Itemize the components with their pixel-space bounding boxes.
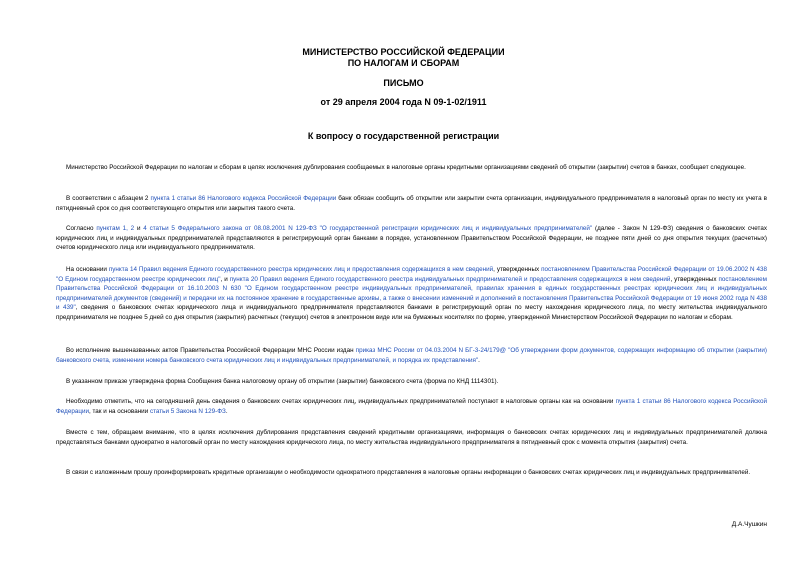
ministry-line-2: ПО НАЛОГАМ И СБОРАМ [347, 58, 460, 68]
paragraph-4: На основании пункта 14 Правил ведения Единого государственного реестра юридических лиц и предоставления содержащихся в нем сведений, утвержденных постановлением Правительства Российской Федерации от 19.06.2002 N 438 "О Едином государственном реестре юридических лиц", и пункта 20 Правил ведения Единого государственного реестра индивидуальных предпринимателей и предоставления содержащихся в нем сведений, утвержденных постановлением Правительства Российской Федерации от 16.10.2003 N 630 "О Едином государственном реестре индивидуальных предпринимателей, правилах хранения в единых государственных реестрах юридических лиц и индивидуальных предпринимателей документов (сведений) и передачи их на постоянное хранение в государственные архивы, а также о внесении изменений и дополнений в постановления Правительства Российской Федерации от 19 июня 2002 года N 438 и 439", сведения о банковских счетах юридического лица и индивидуального предпринимателя представляются банками в регистрирующий орган по месту нахождения юридического лица, по месту жительства индивидуального предпринимателя не позднее 5 дней со дня открытия (закрытия) расчетных (текущих) счетов в электронном виде или на бумажных носителях по форме, утвержденной Министерством Российской Федерации по налогам и сборам. [56, 266, 768, 321]
link-rules-egrul[interactable]: пункта 14 Правил ведения Единого государственного реестра юридических лиц и предоставления содержащихся в нем сведений [108, 266, 494, 273]
paragraph-7: Необходимо отметить, что на сегодняшний день сведения о банковских счетах юридических лиц, индивидуальных предпринимателей поступают в налоговые органы как на основании пункта 1 статьи 86 Налогового кодекса Российской Федерации, так и на основании статьи 5 Закона N 129-ФЗ. [56, 398, 767, 415]
link-law-129[interactable]: 4 статьи 5 Федерального закона от 08.08.2001 N 129-ФЗ "О государственной регистрации юридических лиц и индивидуальных предпринимателей" [143, 225, 593, 232]
doc-type: ПИСЬМО [383, 78, 424, 88]
link-law-129-art5[interactable]: статьи 5 Закона N 129-ФЗ [149, 407, 226, 415]
paragraph-1: Министерство Российской Федерации по налогам и сборам в целях исключения дублирования сообщаемых в налоговые органы кредитными организациями сведений об открытии (закрытии) счетов в банках, сообщает следующее. [66, 164, 746, 171]
link-resolution-438[interactable]: постановлением Правительства Российской Федерации от 19.06.2002 N 438 "О Едином государственном реестре юридических лиц" [56, 266, 768, 283]
link-rules-egrip[interactable]: пункта 20 Правил ведения Единого государственного реестра индивидуальных предпринимателей и предоставления содержащихся в нем сведений [229, 275, 671, 283]
signature: Д.А.Чушкин [731, 521, 767, 528]
link-tax-code-art86[interactable]: пункта 1 статьи 86 Налогового кодекса Российской Федерации [150, 195, 337, 202]
link-resolution-630[interactable]: постановлением Правительства Российской Федерации от 16.10.2003 N 630 "О Едином государственном реестре индивидуальных предпринимателей, правилах хранения в единых государственных реестрах юридических лиц и индивидуальных предпринимателей документов (сведений) и передачи их на постоянное хранение в государственные архивы, а также о внесении изменений и дополнений в постановления Правительства Российской Федерации от 19 июня 2002 года N 438 и 439" [56, 275, 767, 311]
doc-subject: К вопросу о государственной регистрации [307, 131, 500, 141]
paragraph-2: В соответствии с абзацем 2 пункта 1 статьи 86 Налогового кодекса Российской Федерации банк обязан сообщить об открытии или закрытии счета организации, индивидуального предпринимателя в налоговый орган по месту их учета в пятидневный срок со дня соответствующего открытия или закрытия такого счета. [56, 195, 767, 212]
link-order-bg-3-24[interactable]: приказ МНС России от 04.03.2004 N БГ-3-24/179@ "Об утверждении форм документов, содержащих информацию об открытии (закрытии) банковского счета, изменении номера банковского счета юридических лиц и индивидуальных предпринимателей, и порядка их представления" [56, 347, 767, 364]
ministry-title [0, 47, 807, 69]
doc-date-number: от 29 апреля 2004 года N 09-1-02/1911 [320, 97, 487, 107]
paragraph-8: Вместе с тем, обращаем внимание, что в целях исключения дублирования представления сведений кредитными организациями, информация о банковских счетах юридических лиц и индивидуальных предпринимателей должна представляться банками однократно в налоговый орган по месту нахождения юридического лица, по месту жительства индивидуального предпринимателя в пятидневный срок с момента открытия (закрытия) счета. [56, 429, 767, 446]
paragraph-3: Согласно пунктам 1, 2 и 4 статьи 5 Федерального закона от 08.08.2001 N 129-ФЗ "О государственной регистрации юридических лиц и индивидуальных предпринимателей" (далее - Закон N 129-ФЗ) сведения о банковских счетах юридических лиц и индивидуальных предпринимателей представляются в регистрирующий орган банками в порядке, установленном Правительством Российской Федерации, не позднее пяти дней со дня открытия текущих (расчетных) счетов юридического лица или индивидуального предпринимателя. [56, 225, 767, 251]
paragraph-6: В указанном приказе утверждена форма Сообщения банка налоговому органу об открытии (закрытии) банковского счета (форма по КНД 1114301). [66, 378, 499, 385]
link-law-129-items[interactable]: пунктам 1, 2 [96, 225, 135, 232]
ministry-line-1: МИНИСТЕРСТВО РОССИЙСКОЙ ФЕДЕРАЦИИ [302, 47, 505, 57]
paragraph-9: В связи с изложенным прошу проинформировать кредитные организации о необходимости однократного представления в налоговые органы информации о банковских счетах юридических лиц и индивидуальных предпринимателей. [66, 469, 751, 476]
paragraph-5: Во исполнение вышеназванных актов Правительства Российской Федерации МНС России издан приказ МНС России от 04.03.2004 N БГ-3-24/179@ "Об утверждении форм документов, содержащих информацию об открытии (закрытии) банковского счета, изменении номера банковского счета юридических лиц и индивидуальных предпринимателей, и порядка их представления". [56, 347, 767, 364]
link-tax-code-art86-2[interactable]: пункта 1 статьи 86 Налогового кодекса Российской Федерации [56, 398, 767, 415]
